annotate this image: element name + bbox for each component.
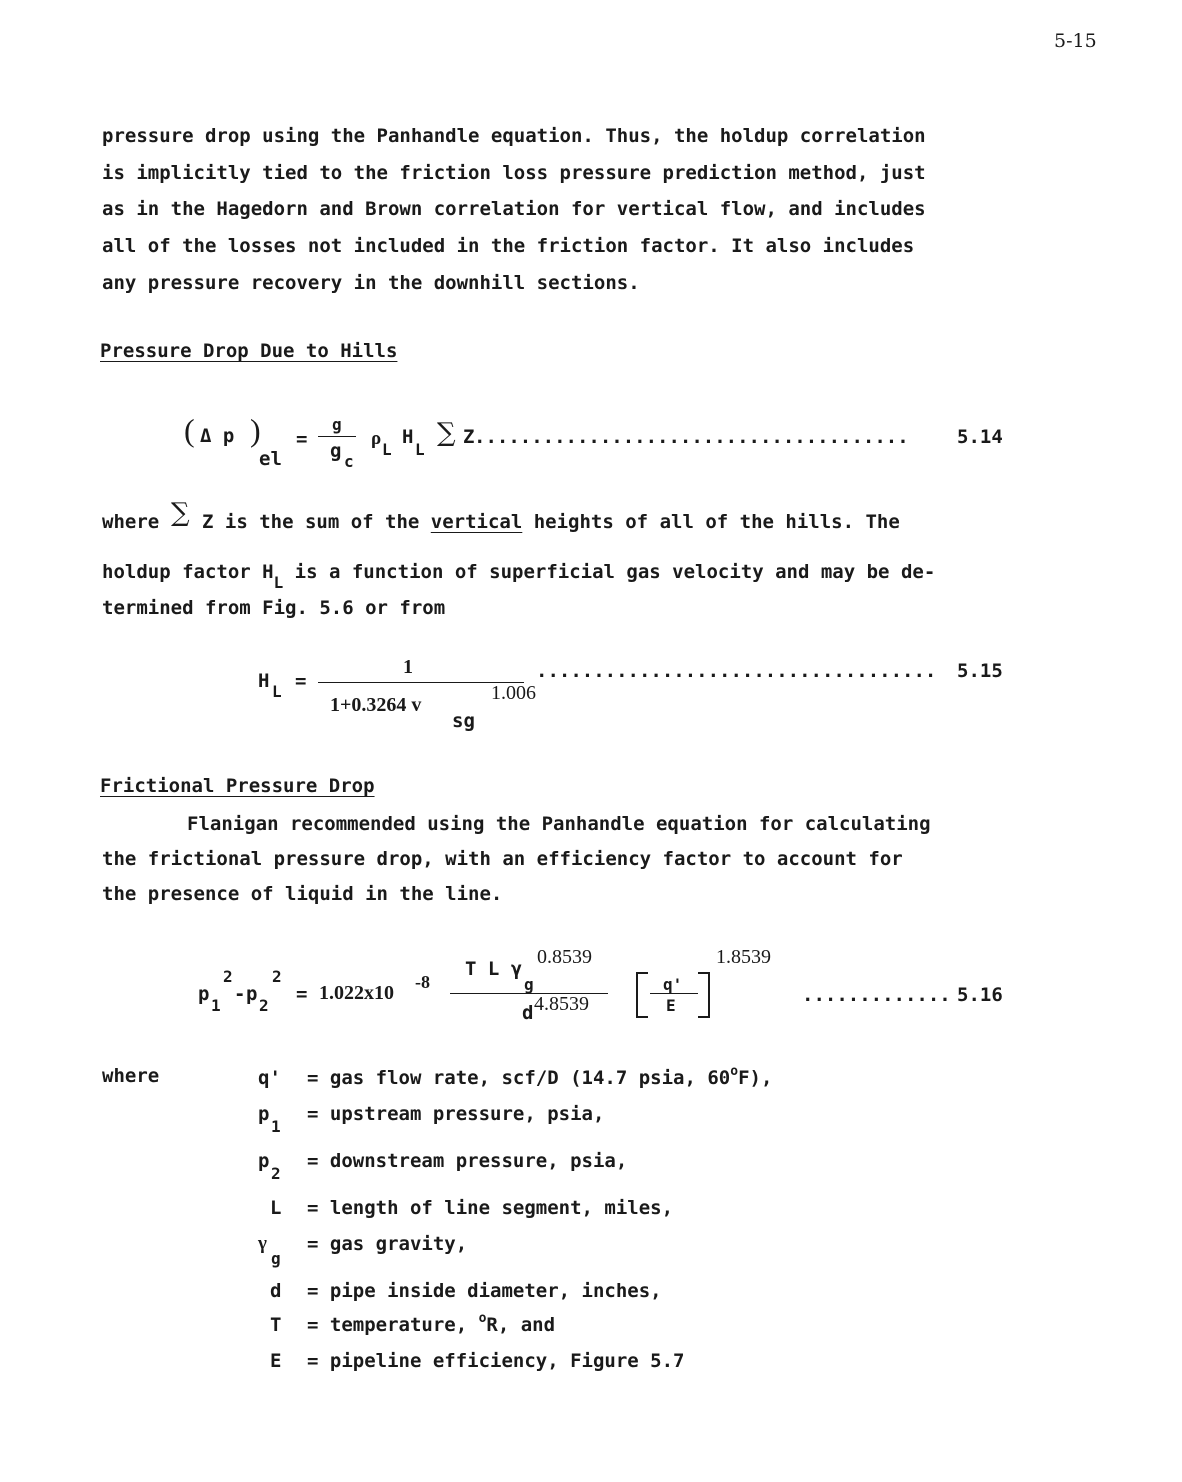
def-sup: o bbox=[730, 1064, 739, 1079]
holdup-text-a: holdup factor H bbox=[102, 561, 274, 583]
eq-bracket-num: q' bbox=[663, 975, 683, 994]
def-symbol: T bbox=[270, 1314, 282, 1336]
eq-bracket-den: E bbox=[666, 996, 676, 1015]
eq-Z: Z bbox=[463, 426, 475, 448]
def-sup: o bbox=[478, 1311, 487, 1326]
eq-equals: = bbox=[296, 428, 308, 450]
intro-line: any pressure recovery in the downhill sections. bbox=[102, 272, 640, 294]
eq-H-sub: L bbox=[415, 440, 425, 459]
where-text-before: Z is the sum of the bbox=[202, 511, 431, 533]
def-text: = downstream pressure, psia, bbox=[307, 1150, 628, 1172]
eq-den-sub: sg bbox=[452, 710, 475, 732]
section-heading-hills: Pressure Drop Due to Hills bbox=[100, 340, 398, 362]
eq-minus: - bbox=[234, 983, 246, 1005]
intro-line: is implicitly tied to the friction loss pressure prediction method, just bbox=[102, 162, 926, 184]
def-sub: 1 bbox=[271, 1117, 281, 1136]
friction-line: the presence of liquid in the line. bbox=[102, 883, 503, 905]
eq-number-5-16: 5.16 bbox=[957, 984, 1003, 1006]
holdup-line-2: termined from Fig. 5.6 or from bbox=[102, 597, 446, 619]
def-text-main: = temperature, bbox=[307, 1314, 479, 1336]
where-text bbox=[202, 511, 900, 533]
def-text: = pipeline efficiency, Figure 5.7 bbox=[307, 1350, 685, 1372]
eq-den-sup: 4.8539 bbox=[534, 993, 589, 1015]
eq-rho-sub: L bbox=[382, 440, 392, 459]
def-symbol: E bbox=[270, 1350, 282, 1372]
def-text: = pipe inside diameter, inches, bbox=[307, 1280, 662, 1302]
eq-equals: = bbox=[296, 983, 308, 1005]
eq-equals: = bbox=[295, 670, 307, 692]
eq-paren-open: ( bbox=[184, 412, 195, 448]
def-sub: g bbox=[271, 1249, 281, 1268]
eq-dots: ................................... bbox=[536, 660, 937, 682]
section-heading-friction: Frictional Pressure Drop bbox=[100, 775, 375, 797]
eq-coef: 1.022x10 bbox=[319, 982, 394, 1004]
def-text bbox=[307, 1311, 556, 1336]
eq-rho: ρ bbox=[371, 428, 382, 449]
where-word: where bbox=[102, 511, 160, 533]
def-text: = gas gravity, bbox=[307, 1233, 468, 1255]
eq-den-sup: 1.006 bbox=[491, 682, 536, 704]
def-symbol: p bbox=[258, 1150, 270, 1172]
eq-p2: p bbox=[246, 983, 258, 1005]
def-text: = length of line segment, miles, bbox=[307, 1197, 674, 1219]
intro-line: pressure drop using the Panhandle equation. Thus, the holdup correlation bbox=[102, 125, 926, 147]
holdup-line-1 bbox=[102, 561, 936, 592]
eq-num: T L γ bbox=[465, 958, 523, 980]
eq-number-5-14: 5.14 bbox=[957, 426, 1003, 448]
eq-num-sub: g bbox=[524, 975, 534, 994]
def-tail: F), bbox=[738, 1067, 773, 1089]
eq-g-den: g bbox=[330, 440, 342, 462]
eq-coef-exp: -8 bbox=[415, 972, 430, 992]
left-bracket bbox=[636, 972, 648, 1018]
def-text-main: = gas flow rate, scf/D (14.7 psia, 60 bbox=[307, 1067, 731, 1089]
eq-numerator: 1 bbox=[403, 656, 413, 678]
eq-g-num: g bbox=[332, 415, 342, 434]
def-tail: R, and bbox=[486, 1314, 556, 1336]
eq-g-den-sub: c bbox=[344, 452, 354, 471]
eq-lhs-sub: el bbox=[259, 448, 282, 470]
eq-bracket-exp: 1.8539 bbox=[716, 946, 771, 968]
eq-number-5-15: 5.15 bbox=[957, 660, 1003, 682]
eq-H: H bbox=[402, 426, 414, 448]
right-bracket bbox=[698, 972, 710, 1018]
eq-denominator: 1+0.3264 v bbox=[330, 694, 422, 716]
eq-p1-sub: 1 bbox=[211, 996, 221, 1015]
eq-delta-p: Δ p bbox=[200, 425, 235, 447]
friction-line: the frictional pressure drop, with an efficiency factor to account for bbox=[102, 848, 903, 870]
vertical-underlined: vertical bbox=[430, 511, 523, 533]
eq-dots: ...................................... bbox=[474, 426, 909, 448]
fraction-bar bbox=[650, 993, 698, 994]
eq-dots: ............. bbox=[802, 984, 951, 1006]
def-sub: 2 bbox=[271, 1164, 281, 1183]
eq-p2-sub: 2 bbox=[259, 996, 269, 1015]
fraction-bar bbox=[318, 436, 356, 437]
sigma-icon: ∑ bbox=[171, 498, 190, 528]
eq-H: H bbox=[258, 670, 270, 692]
where-text-after: heights of all of the hills. The bbox=[522, 511, 900, 533]
eq-p1: p bbox=[198, 983, 210, 1005]
eq-H-sub: L bbox=[272, 682, 282, 701]
intro-line: all of the losses not included in the friction factor. It also includes bbox=[102, 235, 915, 257]
def-text bbox=[307, 1064, 773, 1089]
def-text: = upstream pressure, psia, bbox=[307, 1103, 605, 1125]
def-symbol: p bbox=[258, 1103, 270, 1125]
eq-den: d bbox=[522, 1002, 534, 1024]
holdup-text-b: is a function of superficial gas velocity and may be de- bbox=[283, 561, 936, 583]
friction-line: Flanigan recommended using the Panhandle equation for calculating bbox=[187, 813, 931, 835]
intro-line: as in the Hagedorn and Brown correlation for vertical flow, and includes bbox=[102, 198, 926, 220]
eq-num-sup: 0.8539 bbox=[537, 946, 592, 968]
holdup-sub: L bbox=[273, 573, 284, 592]
def-symbol: q' bbox=[258, 1067, 281, 1089]
sigma-icon: ∑ bbox=[437, 418, 456, 448]
eq-paren-close: ) bbox=[250, 412, 261, 448]
page-number: 5-15 bbox=[1054, 30, 1097, 52]
eq-p1-sup: 2 bbox=[223, 967, 233, 986]
def-symbol: γ bbox=[258, 1233, 267, 1254]
eq-p2-sup: 2 bbox=[272, 967, 282, 986]
where-word: where bbox=[102, 1065, 160, 1087]
def-symbol: L bbox=[270, 1197, 282, 1219]
def-symbol: d bbox=[270, 1280, 282, 1302]
